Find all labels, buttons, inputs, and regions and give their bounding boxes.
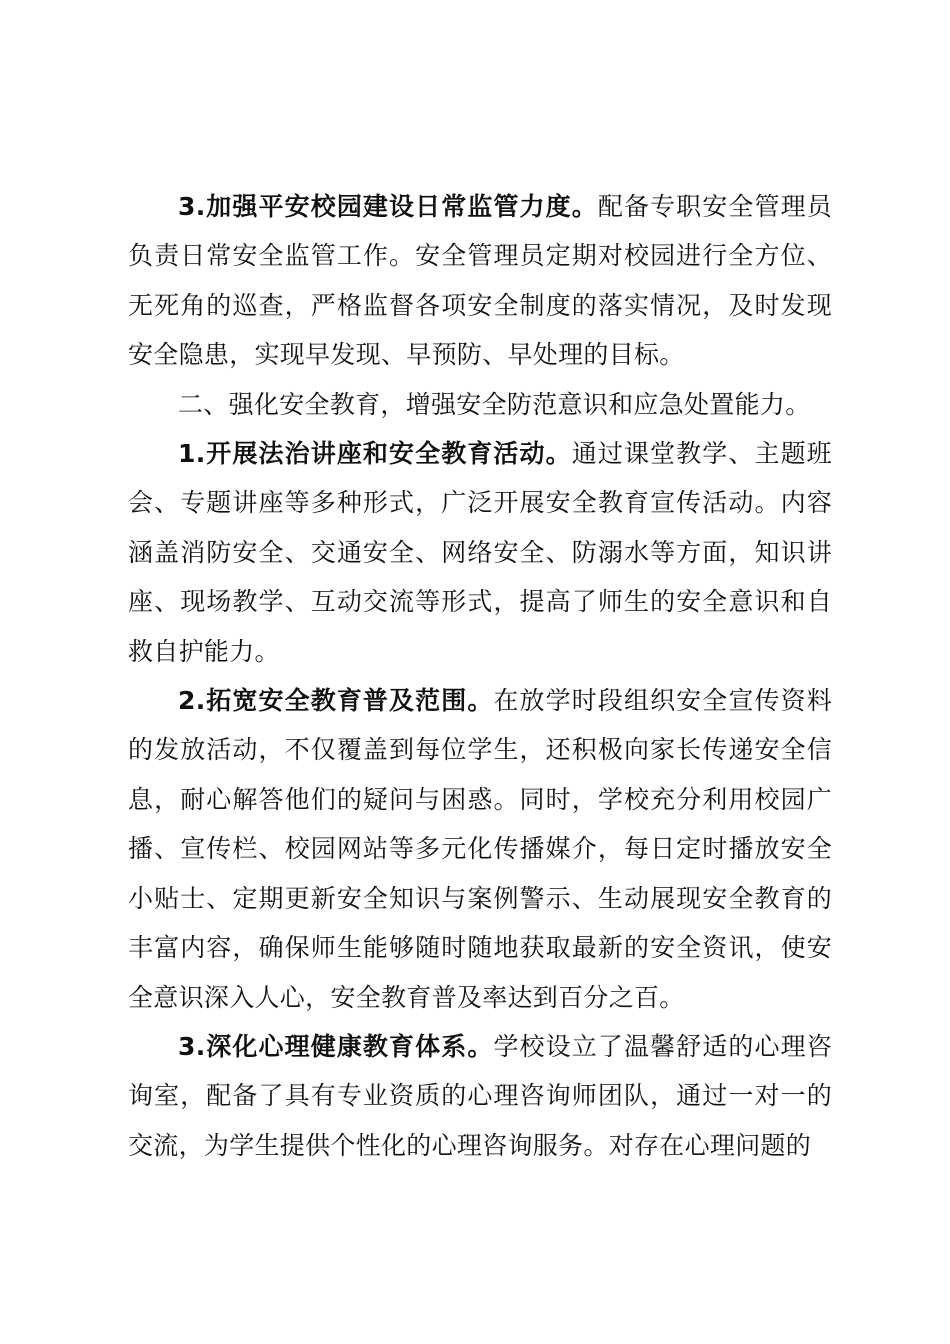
paragraph-heading: 3.深化心理健康教育体系。 (178, 1031, 494, 1061)
section-heading-text: 二、强化安全教育，增强安全防范意识和应急处置能力。 (178, 389, 811, 419)
paragraph-supervision (128, 182, 832, 380)
paragraph-heading: 2.拓宽安全教育普及范围。 (178, 686, 494, 716)
paragraph-body: 学校设立了温馨舒适的心理咨询室，配备了具有专业资质的心理咨询师团队，通过一对一的交流，为学生提供个性化的心理咨询服务。对存在心理问题的 (128, 1031, 833, 1160)
paragraph-body: 配备专职安全管理员负责日常安全监管工作。安全管理员定期对校园进行全方位、无死角的巡查，严格监督各项安全制度的落实情况，及时发现安全隐患，实现早发现、早预防、早处理的目标。 (128, 192, 832, 370)
document-page (128, 182, 832, 1170)
section-heading-safety-education (128, 380, 832, 429)
paragraph-lectures (128, 429, 832, 676)
paragraph-heading: 3.加强平安校园建设日常监管力度。 (178, 192, 598, 221)
paragraph-mental-health (128, 1022, 832, 1170)
paragraph-education-scope (128, 676, 832, 1022)
paragraph-body: 通过课堂教学、主题班会、专题讲座等多种形式，广泛开展安全教育宣传活动。内容涵盖消防安全、交通安全、网络安全、防溺水等方面，知识讲座、现场教学、互动交流等形式，提高了师生的安全意识和自救自护能力。 (128, 439, 832, 666)
paragraph-heading: 1.开展法治讲座和安全教育活动。 (178, 439, 572, 469)
paragraph-body: 在放学时段组织安全宣传资料的发放活动，不仅覆盖到每位学生，还积极向家长传递安全信息，耐心解答他们的疑问与困惑。同时，学校充分利用校园广播、宣传栏、校园网站等多元化传播媒介，每日定时播放安全小贴士、定期更新安全知识与案例警示、生动展现安全教育的丰富内容，确保师生能够随时随地获取最新的安全资讯，使安全意识深入人心，安全教育普及率达到百分之百。 (128, 686, 833, 1012)
